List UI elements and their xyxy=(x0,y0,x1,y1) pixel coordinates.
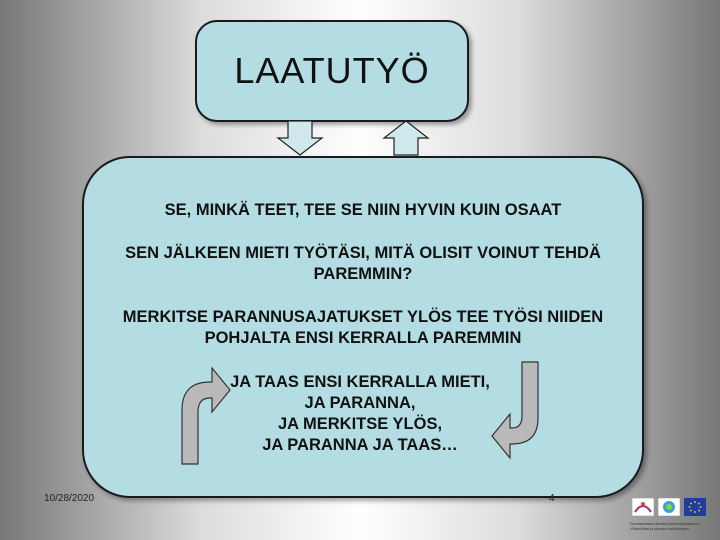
line3a-text: MERKITSE PARANNUSAJATUKSET YLÖS TEE TYÖSI NIIDEN xyxy=(122,308,604,326)
down-arrow-icon xyxy=(276,120,324,156)
cycle-line-4: JA PARANNA JA TAAS… xyxy=(262,436,458,454)
logo-caption-2: - Yhteisölliset ja palvelun kehittämisen xyxy=(628,527,689,531)
text-line-2 xyxy=(82,243,644,285)
page-number: 4 xyxy=(549,493,555,504)
eu-flag-logo-icon xyxy=(684,498,706,516)
logo-strip xyxy=(632,498,706,516)
up-arrow-icon xyxy=(382,120,430,156)
text-line-3 xyxy=(82,307,644,349)
footer-date: 10/28/2020 xyxy=(44,493,95,504)
text-line-1 xyxy=(82,200,644,221)
logo-2-icon xyxy=(658,498,680,516)
cycle-line-1: JA TAAS ENSI KERRALLA MIETI, xyxy=(230,373,490,391)
curved-up-right-arrow-icon xyxy=(176,362,232,466)
logo-caption xyxy=(628,522,718,532)
title-box xyxy=(195,20,469,122)
line2b-text: PAREMMIN? xyxy=(313,265,413,283)
curved-down-left-arrow-icon xyxy=(488,360,544,460)
cycle-line-2: JA PARANNA, xyxy=(304,394,416,412)
logo-1-icon xyxy=(632,498,654,516)
line3b-text: POHJALTA ENSI KERRALLA PAREMMIN xyxy=(204,329,522,347)
slide-title: LAATUTYÖ xyxy=(234,50,430,91)
cycle-line-3: JA MERKITSE YLÖS, xyxy=(277,415,443,433)
logo-caption-1: " Suuntaamasta oikeaksi palvelusta kasvuun" xyxy=(628,522,701,526)
cycle-text xyxy=(200,372,520,456)
line1-text: SE, MINKÄ TEET, TEE SE NIIN HYVIN KUIN OSAAT xyxy=(164,201,562,219)
line2a-text: SEN JÄLKEEN MIETI TYÖTÄSI, MITÄ OLISIT VOINUT TEHDÄ xyxy=(125,244,601,262)
